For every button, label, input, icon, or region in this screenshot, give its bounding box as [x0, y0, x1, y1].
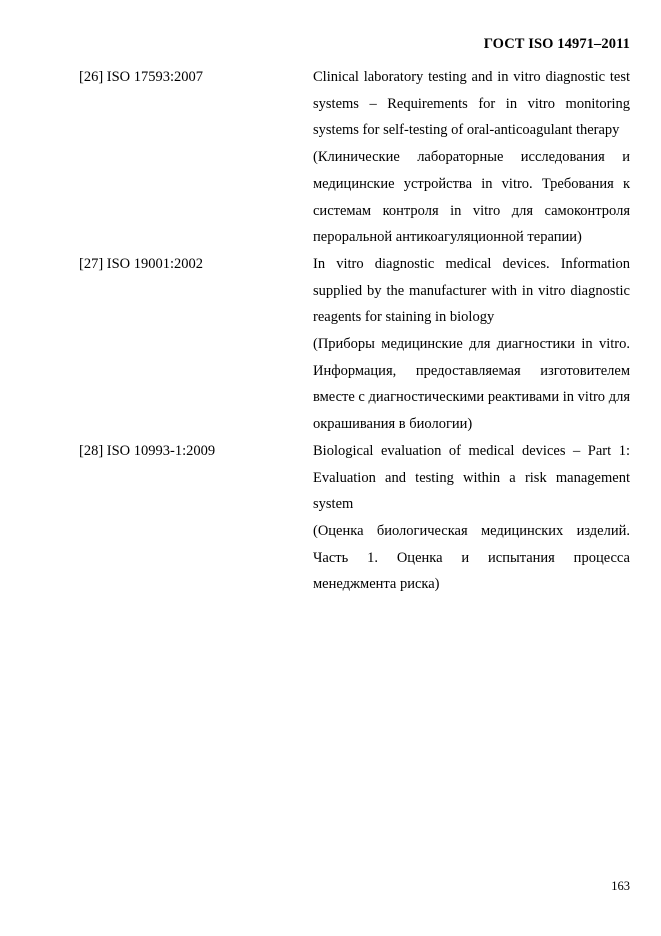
reference-title-russian: (Клинические лабораторные исследования и медицинские устройства in vitro. Требования к системам контроля in vitro для самоконтроля пероральной антикоагуляционной терапии) — [313, 149, 630, 246]
standard-header: ГОСТ ISO 14971–2011 — [483, 36, 630, 52]
reference-id: [26] ISO 17593:2007 — [79, 69, 204, 85]
reference-title-english: In vitro diagnostic medical devices. Information supplied by the manufacturer with in vitro diagnostic reagents for staining in biology — [313, 255, 630, 326]
reference-entry — [79, 251, 630, 438]
reference-id: [28] ISO 10993-1:2009 — [79, 442, 216, 459]
reference-body — [313, 251, 630, 438]
reference-body — [313, 64, 630, 251]
reference-title-english: Clinical laboratory testing and in vitro diagnostic test systems – Requirements for in vitro monitoring systems for self-testing of oral-anticoagulant therapy — [313, 69, 630, 139]
reference-title-russian: (Оценка биологическая медицинских изделий. Часть 1. Оценка и испытания процесса менеджмента риска) — [313, 522, 630, 593]
page-number: 163 — [611, 879, 630, 893]
reference-entry — [79, 438, 630, 598]
reference-id: [27] ISO 19001:2002 — [79, 255, 204, 272]
reference-title-english: Biological evaluation of medical devices – Part 1: Evaluation and testing within a risk management system — [313, 442, 630, 513]
bibliography-list — [79, 64, 630, 598]
reference-title-russian: (Приборы медицинские для диагностики in vitro. Информация, предоставляемая изготовителем вместе с диагностическими реактивами in vitro для окрашивания в биологии) — [313, 336, 630, 433]
reference-entry — [79, 64, 630, 251]
reference-body — [313, 438, 630, 598]
